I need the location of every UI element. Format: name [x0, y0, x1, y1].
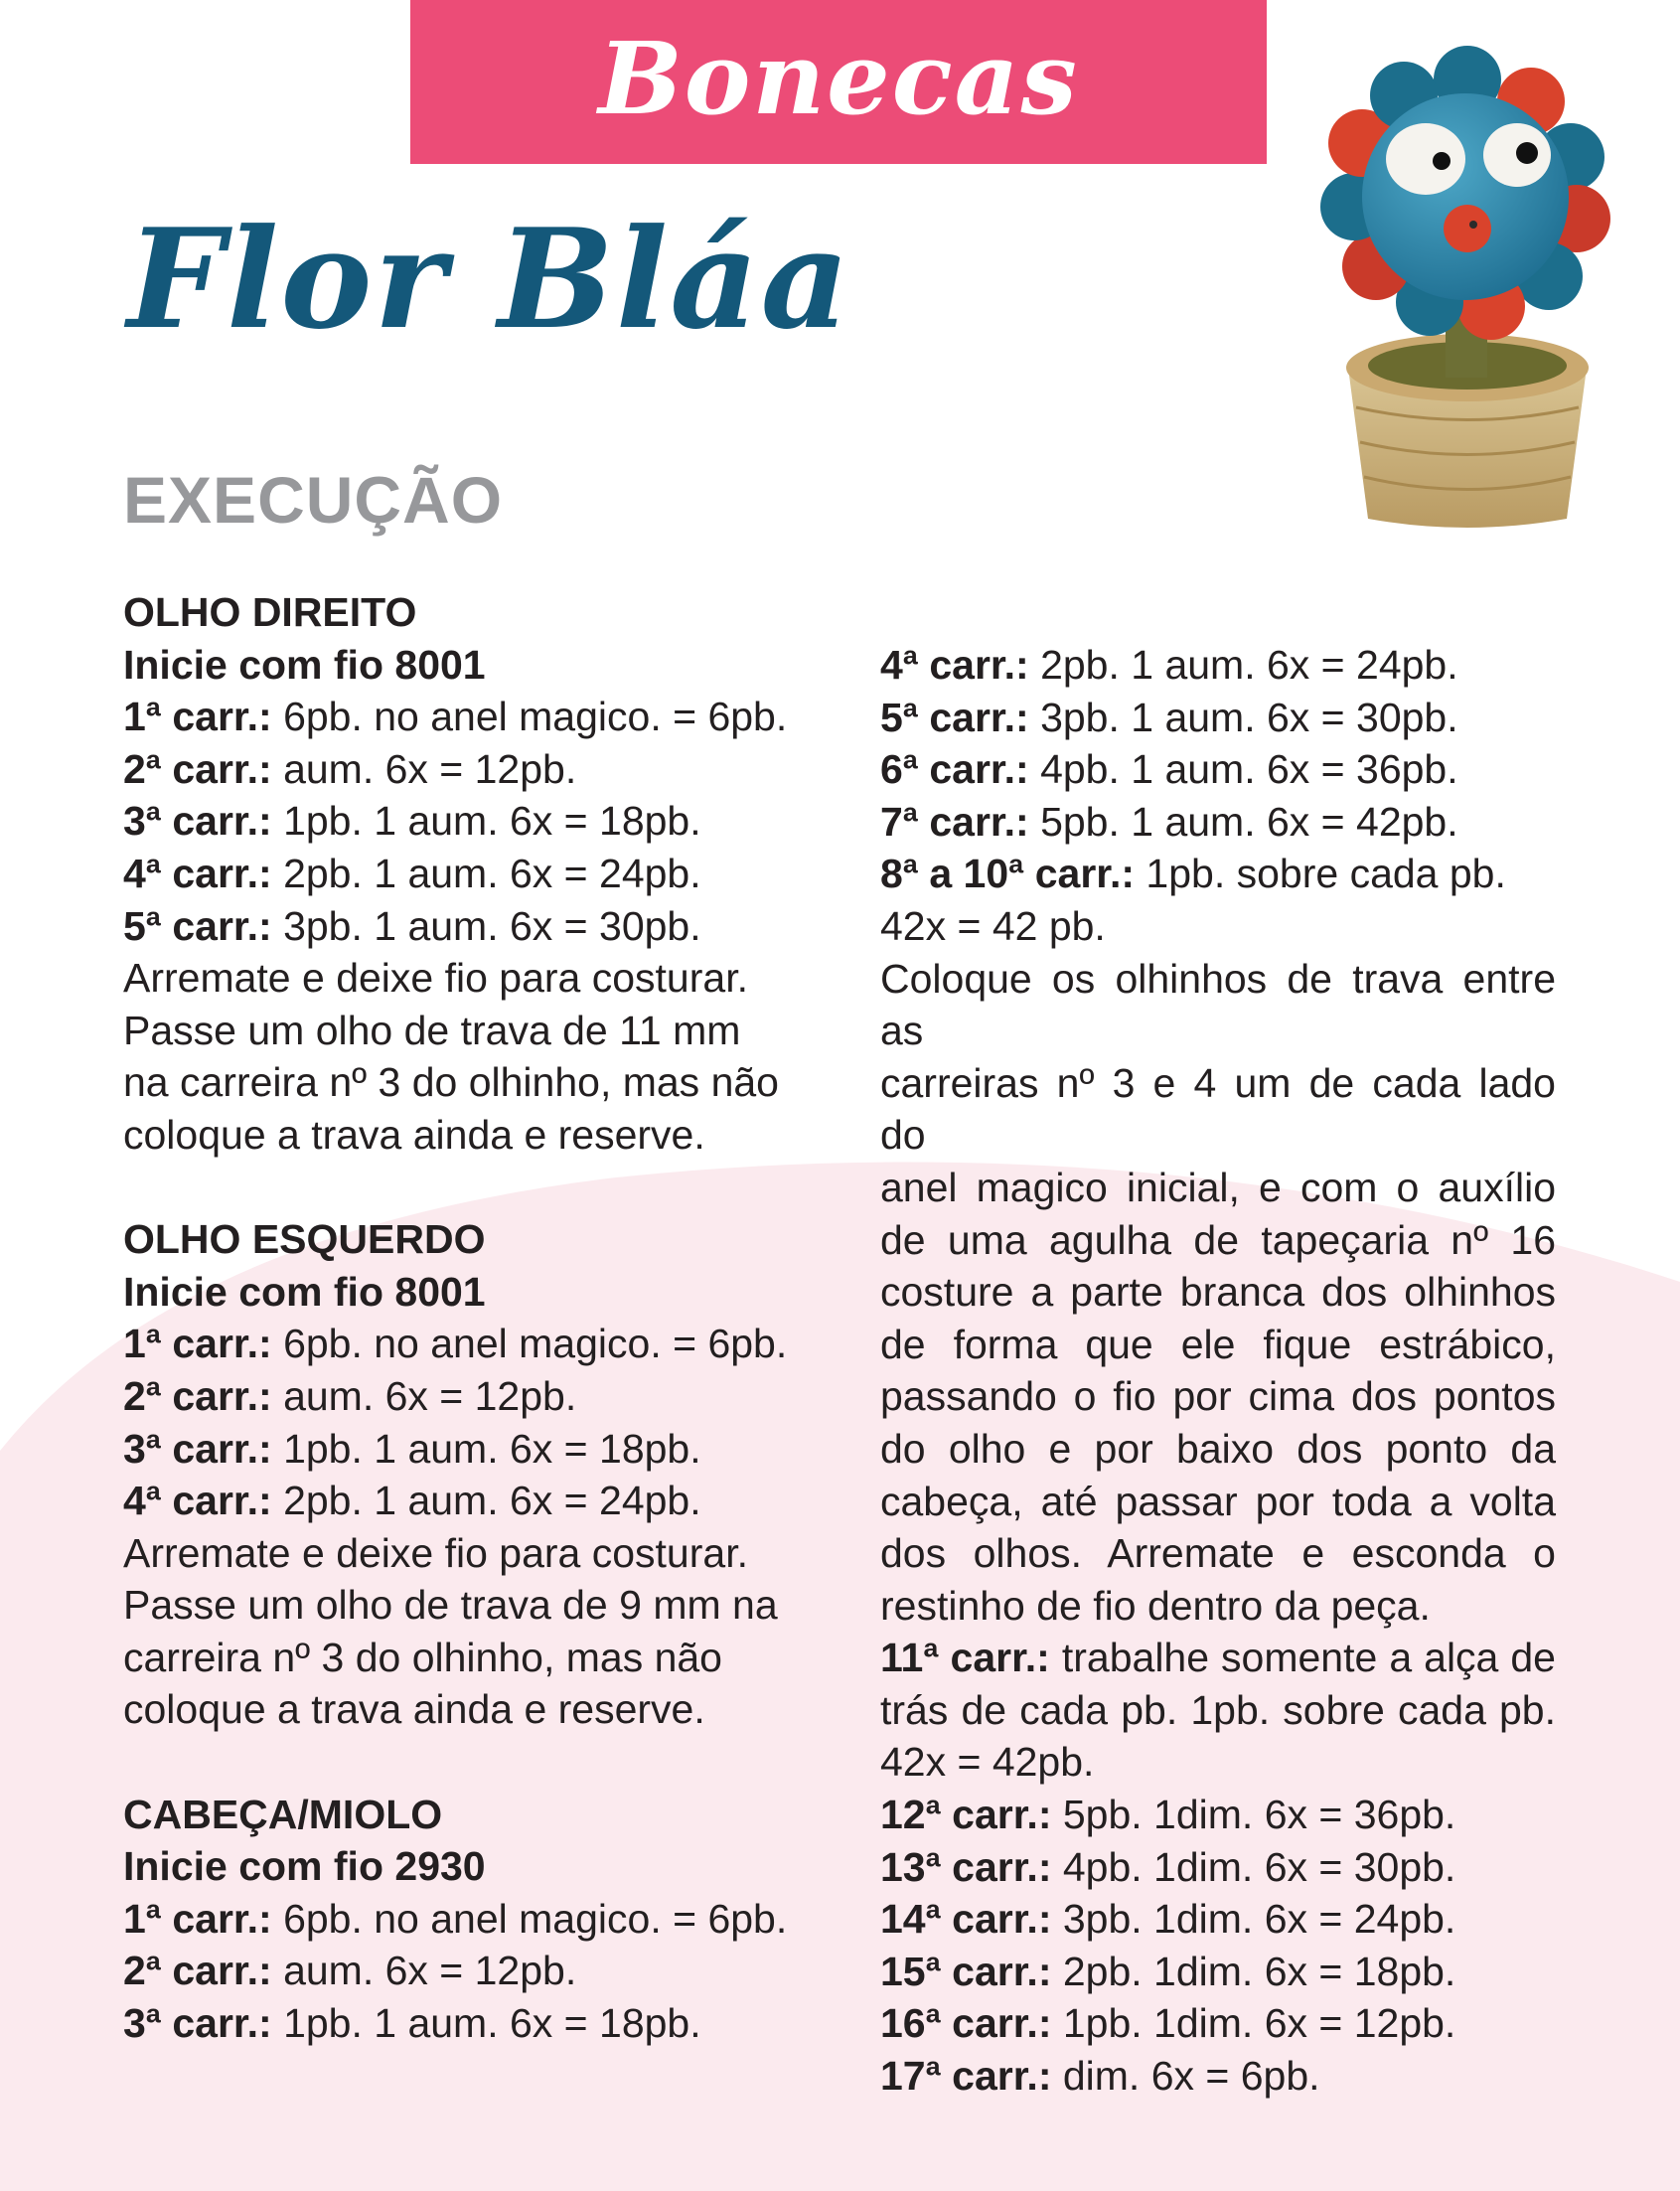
olho-direito-yarn: Inicie com fio 8001	[123, 641, 486, 688]
instruction-row-continuation: 42x = 42 pb.	[880, 902, 1106, 949]
instruction-row: 15ª carr.: 2pb. 1dim. 6x = 18pb.	[880, 1948, 1456, 1994]
paragraph-line: do olho e por baixo dos ponto da	[880, 1425, 1556, 1472]
instruction-row: 1ª carr.: 6pb. no anel magico. = 6pb.	[123, 1321, 788, 1367]
instruction-row: 2ª carr.: aum. 6x = 12pb.	[123, 745, 577, 792]
spacer	[123, 1162, 819, 1214]
instruction-row: 6ª carr.: 4pb. 1 aum. 6x = 36pb.	[880, 746, 1458, 793]
note-line: Arremate e deixe fio para costurar.	[123, 1529, 748, 1576]
instruction-row-continuation: 42x = 42pb.	[880, 1739, 1095, 1786]
note-line: Passe um olho de trava de 9 mm na	[123, 1582, 778, 1629]
instruction-row: 4ª carr.: 2pb. 1 aum. 6x = 24pb.	[880, 642, 1458, 688]
olho-esquerdo-yarn: Inicie com fio 8001	[123, 1268, 486, 1315]
instruction-row: 2ª carr.: aum. 6x = 12pb.	[123, 1948, 577, 1994]
right-column	[880, 639, 1556, 2103]
paragraph-line: restinho de fio dentro da peça.	[880, 1582, 1431, 1629]
instruction-row: 3ª carr.: 1pb. 1 aum. 6x = 18pb.	[123, 2000, 701, 2047]
paragraph-line: de uma agulha de tapeçaria nº 16	[880, 1216, 1556, 1263]
instruction-row: 1ª carr.: 6pb. no anel magico. = 6pb.	[123, 1895, 788, 1942]
note-line: Arremate e deixe fio para costurar.	[123, 955, 748, 1002]
instruction-row: 4ª carr.: 2pb. 1 aum. 6x = 24pb.	[123, 1478, 701, 1524]
olho-esquerdo-heading: OLHO ESQUERDO	[123, 1216, 486, 1263]
instruction-row: 12ª carr.: 5pb. 1dim. 6x = 36pb.	[880, 1792, 1456, 1838]
paragraph-line: anel magico inicial, e com o auxílio	[880, 1164, 1556, 1210]
instruction-row: 3ª carr.: 1pb. 1 aum. 6x = 18pb.	[123, 798, 701, 845]
paragraph-line: de forma que ele fique estrábico,	[880, 1321, 1556, 1367]
cabeca-heading: CABEÇA/MIOLO	[123, 1791, 443, 1837]
instruction-row: 4ª carr.: 2pb. 1 aum. 6x = 24pb.	[123, 850, 701, 896]
note-line: coloque a trava ainda e reserve.	[123, 1686, 705, 1733]
left-column	[123, 586, 819, 2050]
instruction-row: 17ª carr.: dim. 6x = 6pb.	[880, 2053, 1320, 2100]
note-line: carreira nº 3 do olhinho, mas não	[123, 1634, 722, 1680]
paragraph-line: costure a parte branca dos olhinhos	[880, 1269, 1556, 1316]
instruction-row: 14ª carr.: 3pb. 1dim. 6x = 24pb.	[880, 1896, 1456, 1943]
instruction-row: 5ª carr.: 3pb. 1 aum. 6x = 30pb.	[880, 694, 1458, 740]
instruction-row: 7ª carr.: 5pb. 1 aum. 6x = 42pb.	[880, 798, 1458, 845]
note-line: Passe um olho de trava de 11 mm	[123, 1007, 741, 1053]
instruction-row: 13ª carr.: 4pb. 1dim. 6x = 30pb.	[880, 1843, 1456, 1890]
instruction-row: 5ª carr.: 3pb. 1 aum. 6x = 30pb.	[123, 902, 701, 949]
category-banner	[410, 0, 1267, 164]
instruction-row: 2ª carr.: aum. 6x = 12pb.	[123, 1372, 577, 1419]
note-line: na carreira nº 3 do olhinho, mas não	[123, 1059, 779, 1106]
paragraph-line: Coloque os olhinhos de trava entre as	[880, 955, 1556, 1054]
section-heading: EXECUÇÃO	[123, 463, 504, 537]
cabeca-yarn: Inicie com fio 2930	[123, 1843, 486, 1890]
row-11-block	[880, 1632, 1556, 1789]
paragraph-line: passando o fio por cima dos pontos	[880, 1373, 1556, 1420]
paragraph-line: cabeça, até passar por toda a volta	[880, 1478, 1556, 1524]
note-line: coloque a trava ainda e reserve.	[123, 1111, 705, 1158]
spacer	[123, 1736, 819, 1789]
instruction-row-continuation: trás de cada pb. 1pb. sobre cada pb.	[880, 1686, 1556, 1733]
paragraph-line: dos olhos. Arremate e esconda o	[880, 1530, 1556, 1577]
crochet-flower-photo	[1297, 40, 1639, 537]
eye-attachment-paragraph	[880, 953, 1556, 1633]
paragraph-line: carreiras nº 3 e 4 um de cada lado do	[880, 1059, 1556, 1159]
instruction-row: 8ª a 10ª carr.: 1pb. sobre cada pb.	[880, 851, 1506, 897]
instruction-row: 16ª carr.: 1pb. 1dim. 6x = 12pb.	[880, 2000, 1456, 2047]
olho-direito-heading: OLHO DIREITO	[123, 589, 417, 635]
category-label: Bonecas	[598, 19, 1079, 137]
instruction-row: 1ª carr.: 6pb. no anel magico. = 6pb.	[123, 694, 788, 740]
page-title: Flor Bláa	[127, 198, 852, 360]
instruction-row: 11ª carr.: trabalhe somente a alça de	[880, 1635, 1556, 1681]
instruction-row: 3ª carr.: 1pb. 1 aum. 6x = 18pb.	[123, 1425, 701, 1472]
